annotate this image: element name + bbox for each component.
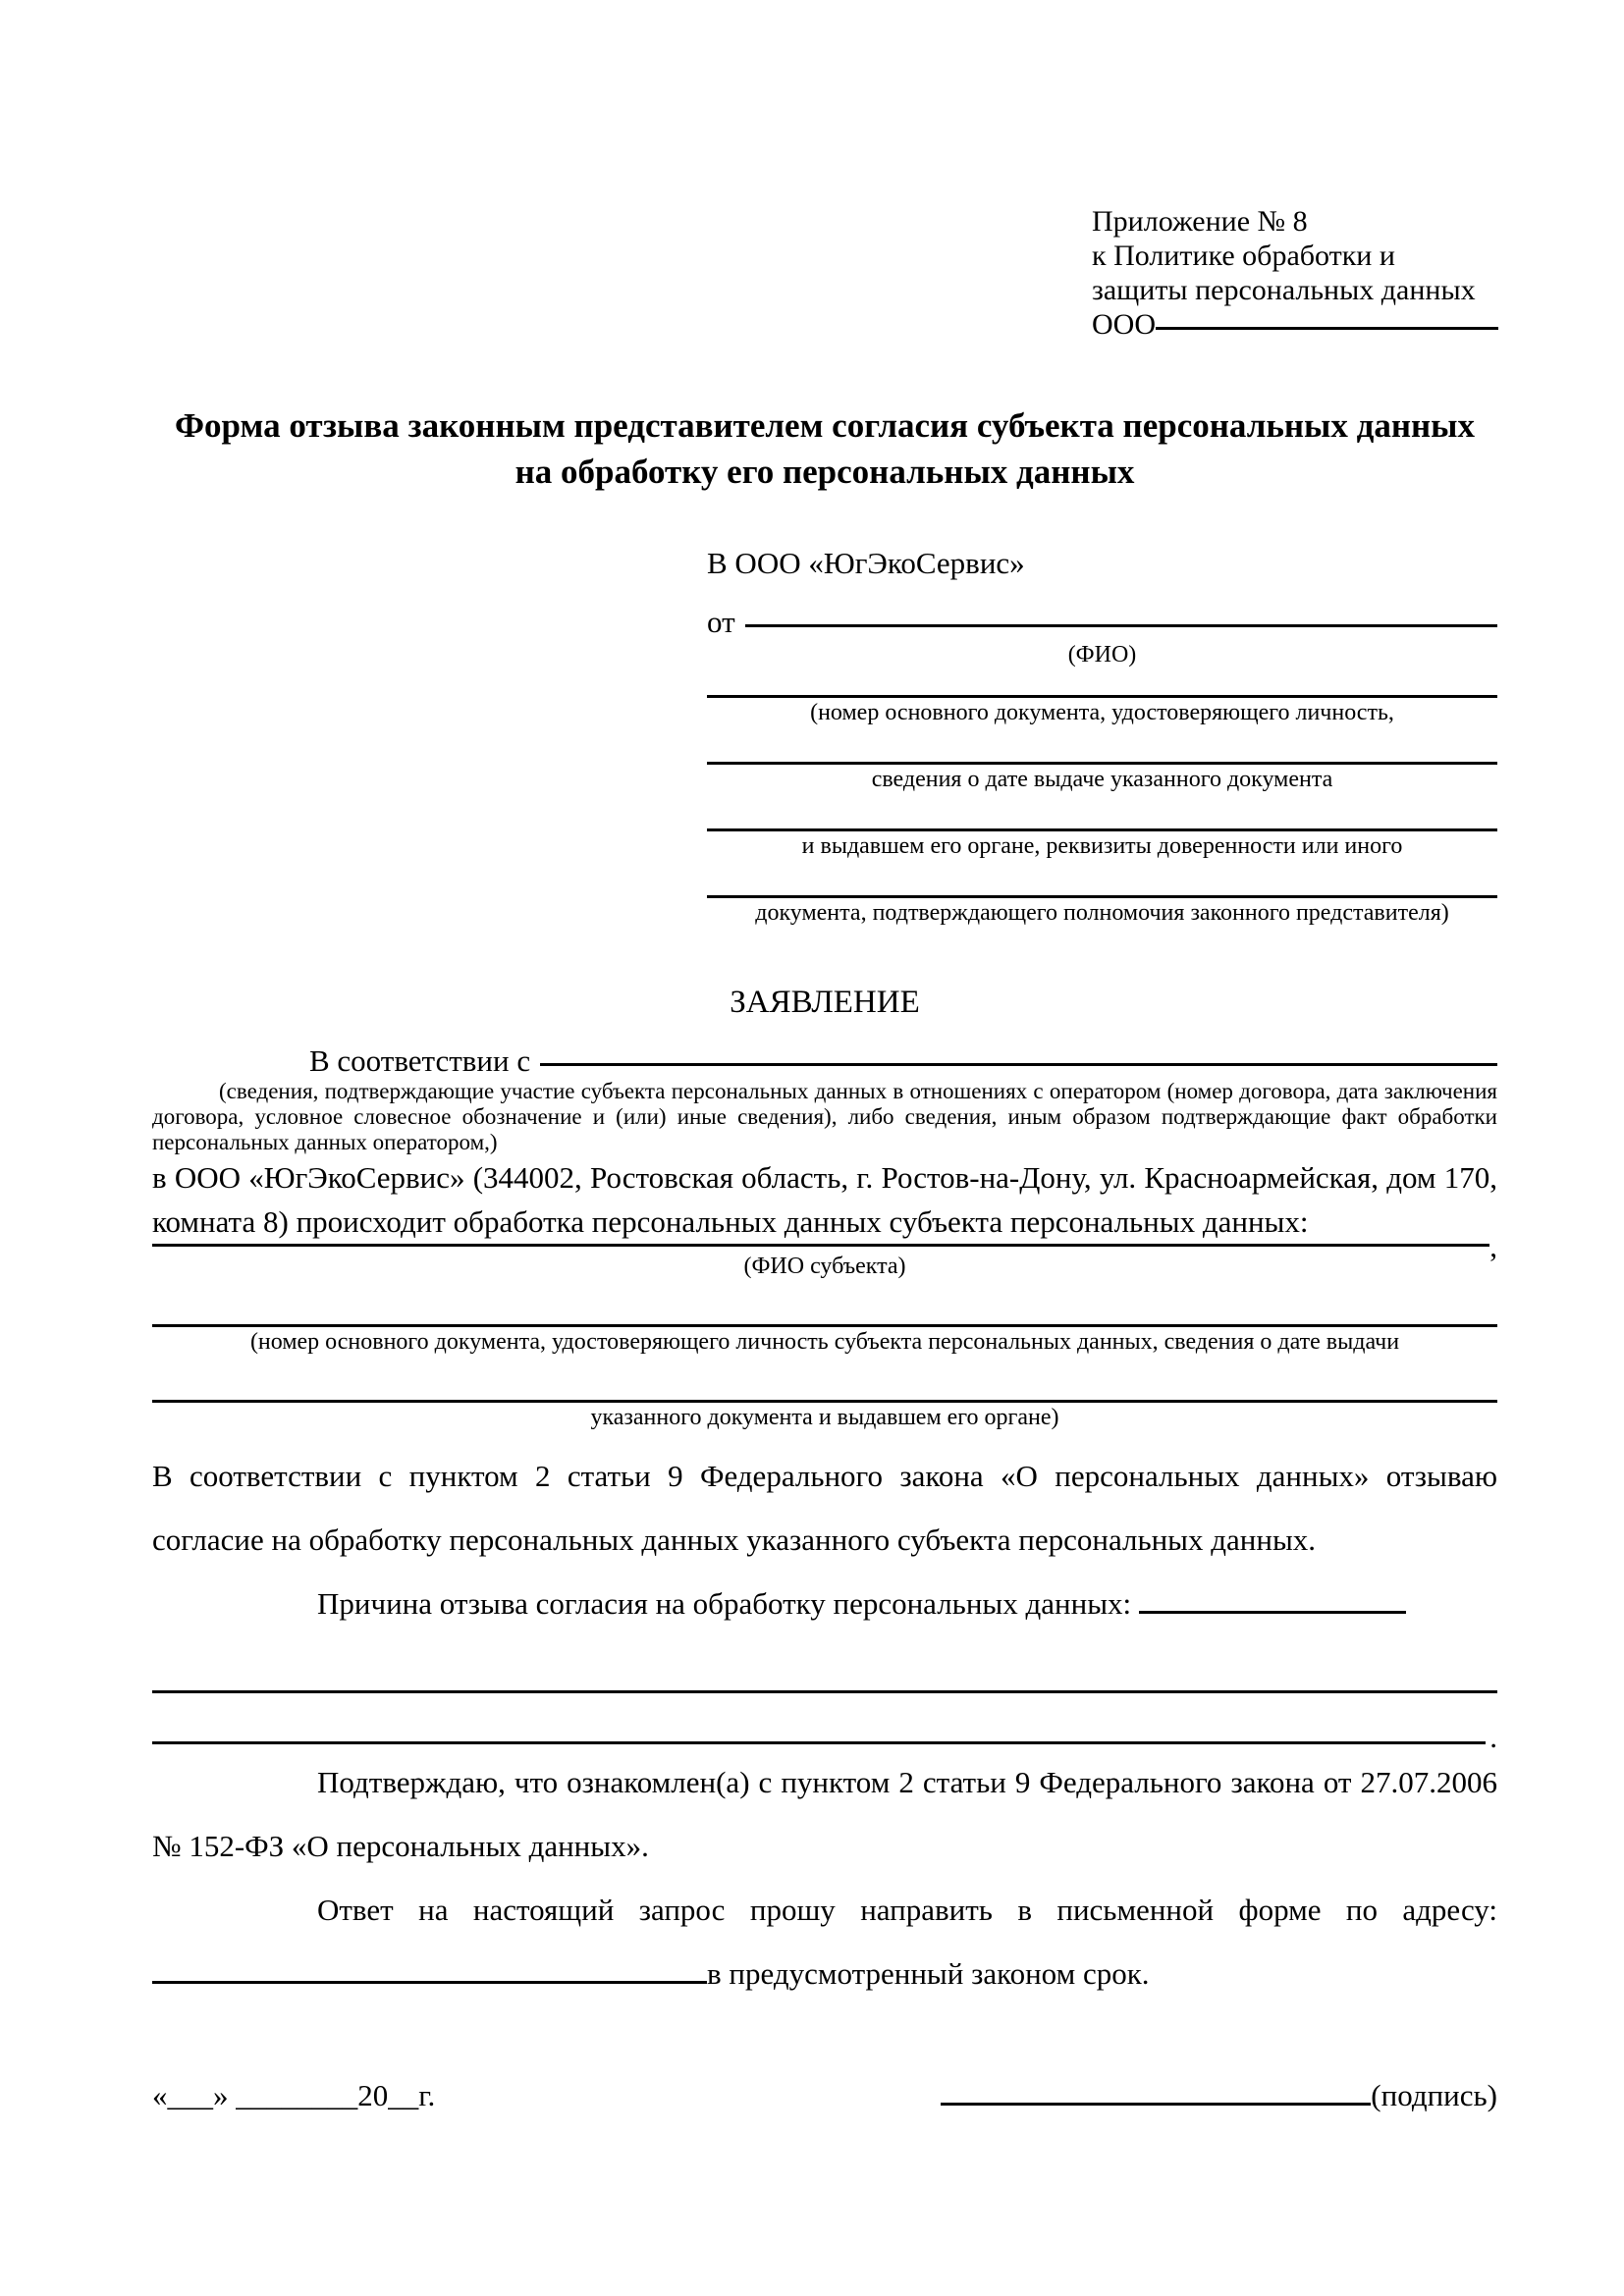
doc-number-caption: (номер основного документа, удостоверяющего личность, bbox=[810, 700, 1394, 725]
signature-blank-line bbox=[941, 2083, 1371, 2106]
withdraw-paragraph: В соответствии с пунктом 2 статьи 9 Федерального закона «О персональных данных» отзываю согласие на обработку персональных данных указанного субъекта персональных данных. bbox=[152, 1459, 1497, 1557]
reason-blank-line-2 bbox=[152, 1693, 1486, 1744]
reason-row bbox=[152, 1572, 1497, 1635]
intro-row bbox=[309, 1043, 1497, 1079]
reason-period: . bbox=[1489, 1720, 1497, 1754]
annex-ooo-line bbox=[1092, 307, 1498, 342]
reason-blank-line-2-row bbox=[152, 1693, 1497, 1754]
document-title: Форма отзыва законным представителем согласия субъекта персональных данных на обработку его персональных данных bbox=[174, 406, 1475, 491]
representative-authority-caption: документа, подтверждающего полномочия законного представителя) bbox=[755, 900, 1449, 926]
issuing-authority-caption: и выдавшем его органе, реквизиты доверенности или иного bbox=[801, 833, 1403, 859]
signature-caption: (подпись) bbox=[1371, 2078, 1497, 2112]
reply-address-line bbox=[152, 1942, 1497, 2005]
subject-fio-blank-line bbox=[152, 1243, 1489, 1247]
subject-doc-blank-line-1 bbox=[152, 1281, 1497, 1327]
from-blank-line bbox=[745, 623, 1497, 627]
subject-fio-caption: (ФИО субъекта) bbox=[743, 1254, 906, 1279]
footer-row bbox=[152, 2076, 1497, 2115]
addressee-to: В ООО «ЮгЭкоСервис» bbox=[707, 546, 1025, 580]
from-label: от bbox=[707, 605, 735, 639]
doc-number-blank-line bbox=[707, 669, 1497, 698]
subject-doc-caption-1: (номер основного документа, удостоверяющего личность субъекта персональных данных, сведения о дате выдачи bbox=[249, 1329, 1400, 1355]
annex-line-2: к Политике обработки и bbox=[1092, 240, 1395, 272]
issue-date-caption: сведения о дате выдаче указанного документа bbox=[871, 767, 1333, 792]
annex-ooo-blank-line bbox=[1156, 326, 1498, 330]
intro-note: (сведения, подтверждающие участие субъекта персональных данных в отношениях с оператором (номер договора, дата заключения договора, условное словесное обозначение и (или) иные сведения), либо сведения, иным образом подтверждающие факт обработки персональных данных оператором,) bbox=[152, 1079, 1497, 1154]
subject-fio-comma: , bbox=[1489, 1229, 1497, 1263]
annex-line-3: защиты персональных данных bbox=[1092, 274, 1476, 306]
reply-suffix: в предусмотренный законом срок. bbox=[707, 1956, 1150, 1991]
annex-ooo-label: ООО bbox=[1092, 308, 1156, 341]
statement-heading: ЗАЯВЛЕНИЕ bbox=[730, 985, 920, 1020]
intro-label: В соответствии с bbox=[309, 1043, 531, 1078]
reply-label-line: Ответ на настоящий запрос прошу направить в письменной форме по адресу: bbox=[317, 1893, 1497, 1927]
annex-line-1: Приложение № 8 bbox=[1092, 205, 1308, 238]
reason-blank-inline bbox=[1139, 1591, 1406, 1614]
reason-label: Причина отзыва согласия на обработку персональных данных: bbox=[317, 1586, 1132, 1621]
subject-doc-blank-line-2 bbox=[152, 1357, 1497, 1403]
addressee-from-row bbox=[707, 605, 1497, 640]
annex-block bbox=[1092, 204, 1498, 342]
representative-authority-blank-line bbox=[707, 861, 1497, 898]
reason-blank-line-1 bbox=[152, 1635, 1497, 1693]
intro-blank-line bbox=[540, 1062, 1497, 1066]
date-line: «___» ________20__г. bbox=[152, 2078, 436, 2112]
addressee-block bbox=[707, 546, 1497, 928]
issue-date-blank-line bbox=[707, 727, 1497, 765]
subject-fio-row bbox=[152, 1229, 1497, 1263]
signature-group bbox=[941, 2076, 1497, 2115]
confirm-paragraph: Подтверждаю, что ознакомлен(а) с пунктом 2 статьи 9 Федерального закона от 27.07.2006 № 152-ФЗ «О персональных данных». bbox=[152, 1765, 1497, 1863]
issuing-authority-blank-line bbox=[707, 794, 1497, 831]
reply-address-blank-line bbox=[152, 1961, 707, 1984]
fio-caption: (ФИО) bbox=[1067, 642, 1137, 667]
operator-paragraph: в ООО «ЮгЭкоСервис» (344002, Ростовская область, г. Ростов-на-Дону, ул. Красноармейская, дом 170, комната 8) происходит обработка персональных данных субъекта персональных данных: bbox=[152, 1160, 1497, 1239]
subject-doc-caption-2: указанного документа и выдавшем его органе) bbox=[590, 1405, 1059, 1430]
